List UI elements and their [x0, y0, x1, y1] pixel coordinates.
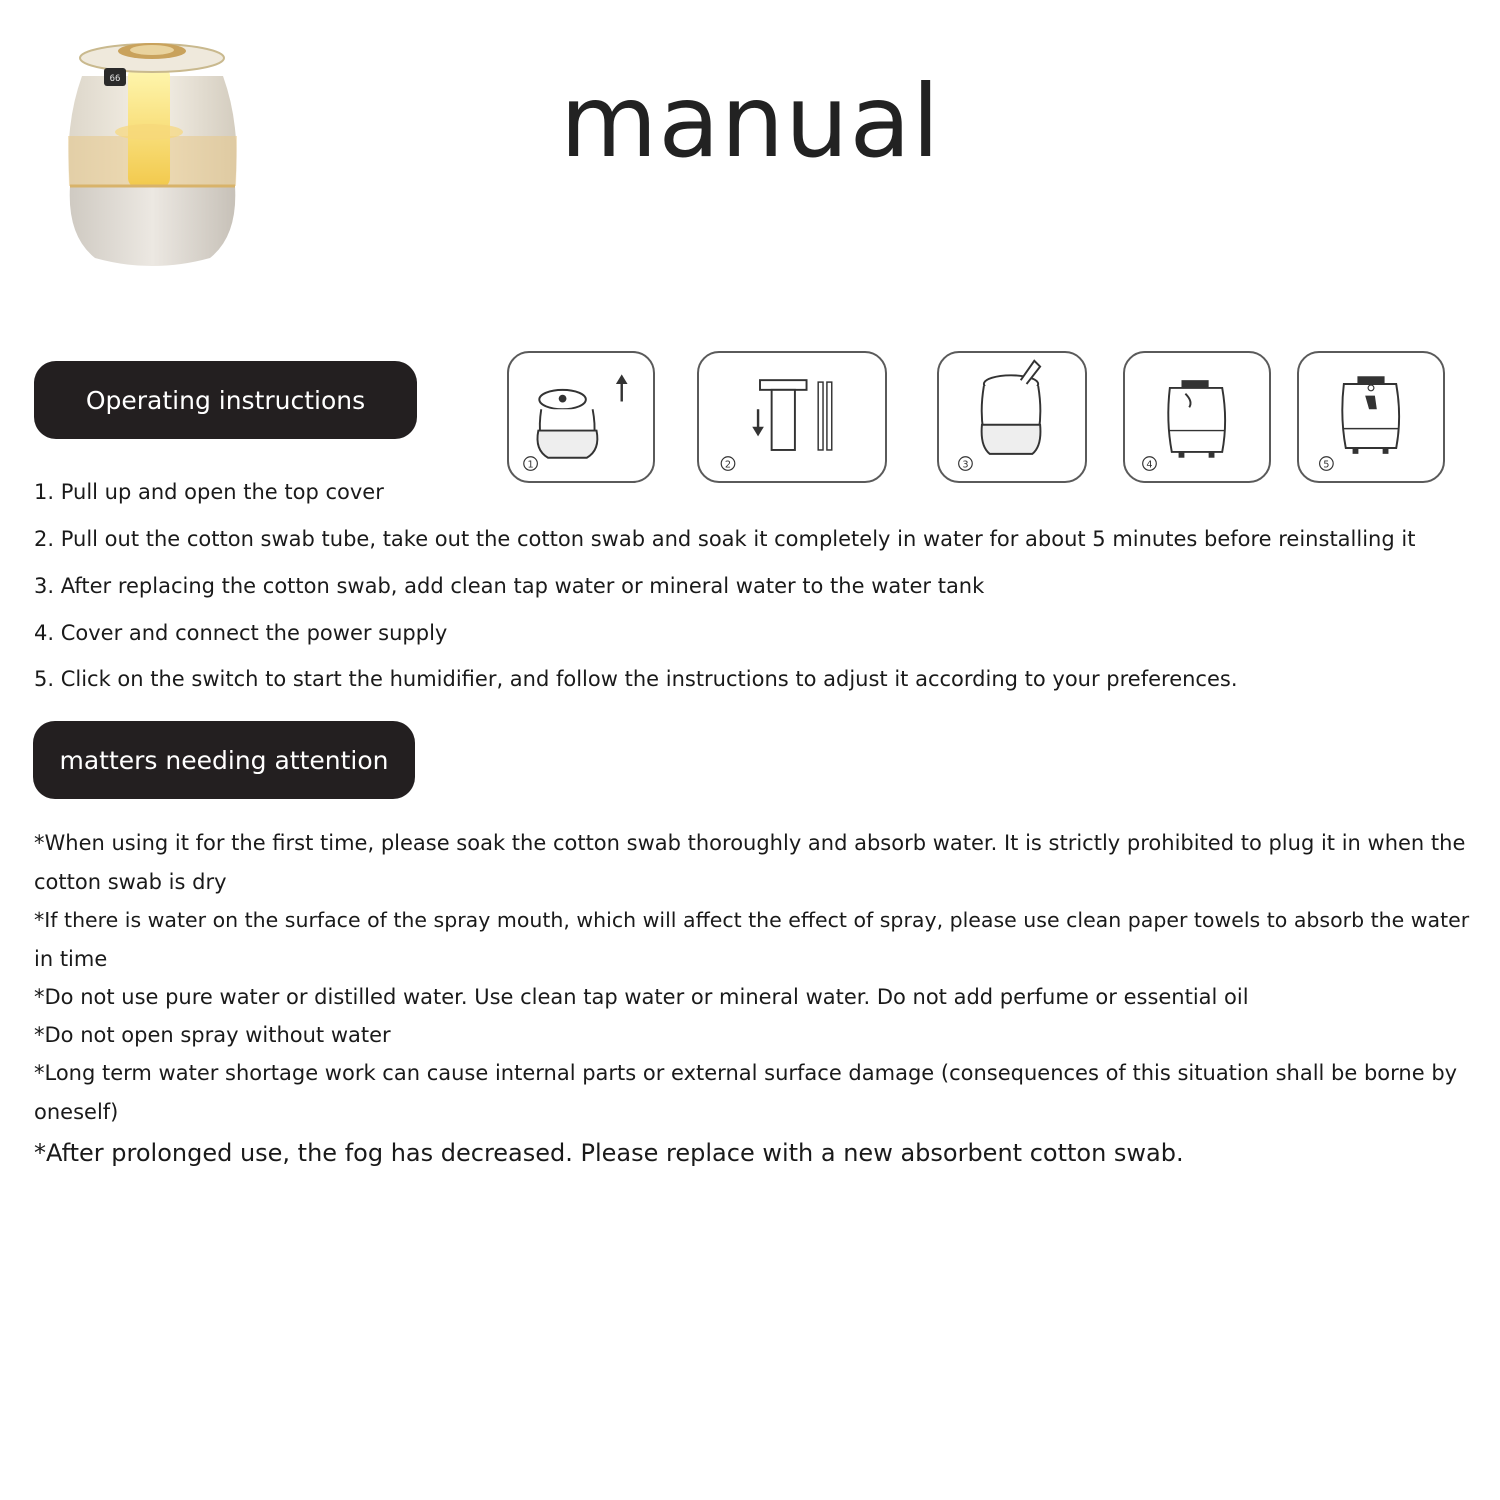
display-reading: 66: [109, 74, 121, 84]
note-line: *After prolonged use, the fog has decreased. Please replace with a new absorbent cotton swab.: [34, 1139, 1184, 1167]
note-line: *When using it for the first time, please soak the cotton swab thoroughly and absorb water. It is strictly prohibited to plug it in when the: [34, 831, 1466, 855]
note-line: in time: [34, 947, 108, 971]
humidifier-product-image: [60, 36, 245, 272]
page-title: manual: [560, 63, 941, 180]
step-text-5: 5. Click on the switch to start the humidifier, and follow the instructions to adjust it according to your preferences.: [34, 667, 1238, 691]
step-text-3: 3. After replacing the cotton swab, add clean tap water or mineral water to the water tank: [34, 574, 985, 598]
step-number-2: 2: [724, 459, 732, 471]
operating-instructions-heading: Operating instructions: [34, 361, 417, 439]
step-number-5: 5: [1323, 459, 1330, 471]
step-number-3: 3: [962, 459, 969, 471]
note-line: *Do not open spray without water: [34, 1023, 391, 1047]
note-line: *If there is water on the surface of the spray mouth, which will affect the effect of spray, please use clean paper towels to absorb the water: [34, 908, 1470, 932]
note-line: oneself): [34, 1100, 119, 1124]
step-diagram-1: [507, 351, 655, 483]
note-line: *Long term water shortage work can cause internal parts or external surface damage (consequences of this situation shall be borne by: [34, 1061, 1458, 1085]
note-line: *Do not use pure water or distilled water. Use clean tap water or mineral water. Do not add perfume or essential oil: [34, 985, 1249, 1009]
step-number-4: 4: [1146, 459, 1153, 471]
step-text-2: 2. Pull out the cotton swab tube, take out the cotton swab and soak it completely in water for about 5 minutes before reinstalling it: [34, 527, 1416, 551]
step-text-1: 1. Pull up and open the top cover: [34, 480, 384, 504]
step-text-4: 4. Cover and connect the power supply: [34, 621, 448, 645]
step-diagram-3: [937, 351, 1087, 483]
step-diagram-2: [697, 351, 887, 483]
note-line: cotton swab is dry: [34, 870, 227, 894]
attention-heading: matters needing attention: [33, 721, 415, 799]
step-diagram-4: [1123, 351, 1271, 483]
step-diagram-5: [1297, 351, 1445, 483]
step-number-1: 1: [527, 459, 534, 471]
